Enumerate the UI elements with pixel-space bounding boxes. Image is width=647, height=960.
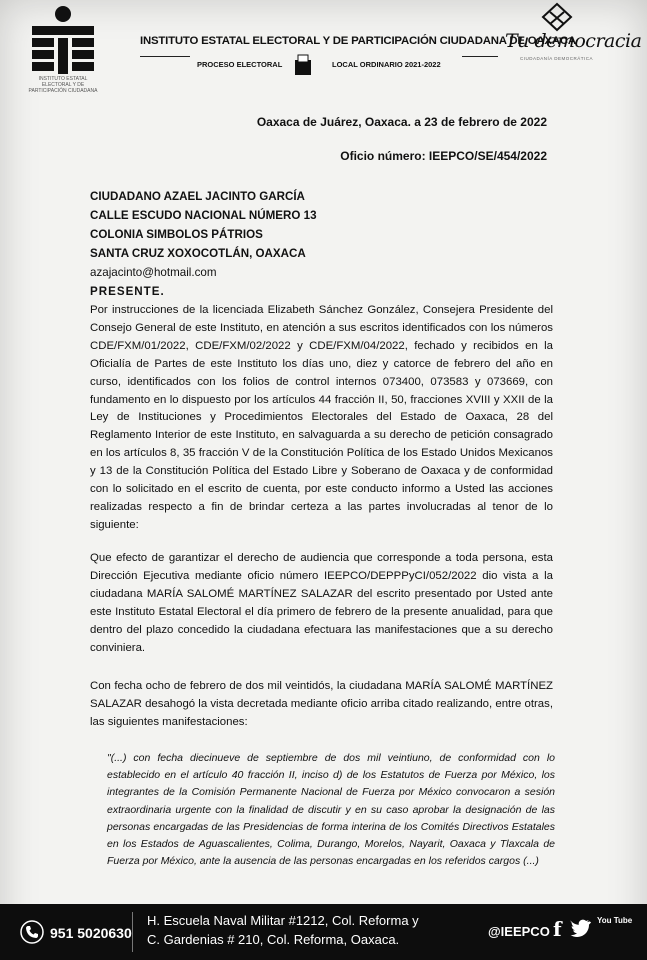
quoted-statement: "(...) con fecha diecinueve de septiembre de dos mil veintiuno, de conformidad con lo establecido en el artículo 40 fracción II, inciso d) de los Estatutos de Fuerza por México, los integrantes de la Comisión Permanente Nacional de Fuerza por México convocaron a sesión extraordinaria urgente con la finalidad de discutir y en su caso aprobar la designación de las personas encargadas de las Presidencias de forma interina de los Comités Directivos Estatales en los Estados de Aguascalientes, Colima, Durango, Morelos, Nayarit, Oaxaca y Tlaxcala de Fuerza por México, ante la ausencia de las personas encargadas en los referidos cargos (...) bbox=[107, 752, 555, 868]
youtube-icon[interactable]: You Tube bbox=[597, 916, 633, 925]
footer-address-1: H. Escuela Naval Militar #1212, Col. Reforma y bbox=[147, 913, 419, 928]
institute-name: INSTITUTO ESTATAL ELECTORAL Y DE PARTICIPACIÓN CIUDADANA DE OAXACA bbox=[140, 35, 576, 47]
oficio-number: Oficio número: IEEPCO/SE/454/2022 bbox=[340, 149, 547, 163]
recipient-city: SANTA CRUZ XOXOCOTLÁN, OAXACA bbox=[90, 247, 306, 260]
recipient-block bbox=[90, 187, 317, 301]
ieepco-logo bbox=[24, 4, 102, 94]
footer-address-2: C. Gardenias # 210, Col. Reforma, Oaxaca. bbox=[147, 932, 400, 947]
footer-divider bbox=[132, 912, 133, 952]
footer-phone: 951 5020630 bbox=[50, 925, 132, 941]
facebook-icon[interactable]: f bbox=[553, 917, 562, 941]
brand-slogan: Tu democracia bbox=[505, 30, 642, 52]
recipient-street: CALLE ESCUDO NACIONAL NÚMERO 13 bbox=[90, 209, 317, 222]
ieepco-logo-icon bbox=[24, 4, 102, 76]
recipient-colonia: COLONIA SIMBOLOS PÁTRIOS bbox=[90, 228, 263, 241]
recipient-name: CIUDADANO AZAEL JACINTO GARCÍA bbox=[90, 190, 305, 203]
brand-diamond-icon bbox=[540, 2, 574, 32]
brand-tagline: CIUDADANÍA DEMOCRÁTICA bbox=[520, 56, 594, 61]
body-paragraph-2: Que efecto de garantizar el derecho de audiencia que corresponde a toda persona, esta Dirección Ejecutiva mediante oficio número IEEPCO/DEPPPyCI/052/2022 dio vista a la ciudadana MARÍA SALOMÉ MARTÍNEZ SALAZAR del escrito presentado por Usted ante este Instituto Estatal Electoral el día primero de febrero de la presente anualidad, para que dentro del plazo concedido la ciudadana efectuara las manifestaciones que a su derecho conviniera. bbox=[90, 552, 553, 654]
footer-bar bbox=[0, 904, 647, 960]
header-rule-left bbox=[140, 56, 190, 57]
process-type-label: LOCAL ORDINARIO 2021-2022 bbox=[332, 60, 441, 69]
logo-caption: INSTITUTO ESTATAL ELECTORAL Y DE PARTICIPACIÓN CIUDADANA bbox=[28, 76, 98, 94]
presente: PRESENTE. bbox=[90, 285, 165, 298]
date-line: Oaxaca de Juárez, Oaxaca. a 23 de febrero de 2022 bbox=[256, 115, 547, 129]
phone-icon bbox=[20, 920, 44, 944]
social-handle: @IEEPCO bbox=[488, 924, 550, 939]
twitter-icon[interactable] bbox=[570, 918, 592, 940]
ballot-box-icon bbox=[293, 54, 313, 76]
header-rule-right bbox=[462, 56, 498, 57]
process-label: PROCESO ELECTORAL bbox=[197, 60, 283, 69]
body-paragraph-1: Por instrucciones de la licenciada Elizabeth Sánchez González, Consejera Presidente del Consejo General de este Instituto, en atención a sus escritos identificados con los números CDE/FXM/01/2022, CDE/FXM/02/2022 y CDE/FXM/04/2022, fechado y recibidos en la Oficialía de Partes de este Instituto los días uno, diez y catorce de febrero del año en curso, identificados con los folios de control internos 073400, 073583 y 073669, con fundamento en lo dispuesto por los artículos 44 fracción II, 50, fracciones XVIII y XXII de la Ley de Instituciones y Procedimientos Electorales del Estado de Oaxaca, 28 del Reglamento Interior de este Instituto, en salvaguarda a su derecho de petición consagrado en los artículos 8, 35 fracción V de la Constitución Política de los Estado Unidos Mexicanos y 13 de la Constitución Política del Estado Libre y Soberano de Oaxaca y de conformidad con lo solicitado en el escrito de cuenta, por este conducto informo a Usted las acciones realizadas respecto a fin de brindar certeza a las partes involucradas al tenor de lo siguiente: bbox=[90, 304, 553, 531]
body-paragraph-3: Con fecha ocho de febrero de dos mil veintidós, la ciudadana MARÍA SALOMÉ MARTÍNEZ SALAZAR desahogó la vista decretada mediante oficio arriba citado realizando, entre otras, las siguientes manifestaciones: bbox=[90, 680, 553, 728]
recipient-email: azajacinto@hotmail.com bbox=[90, 266, 217, 279]
